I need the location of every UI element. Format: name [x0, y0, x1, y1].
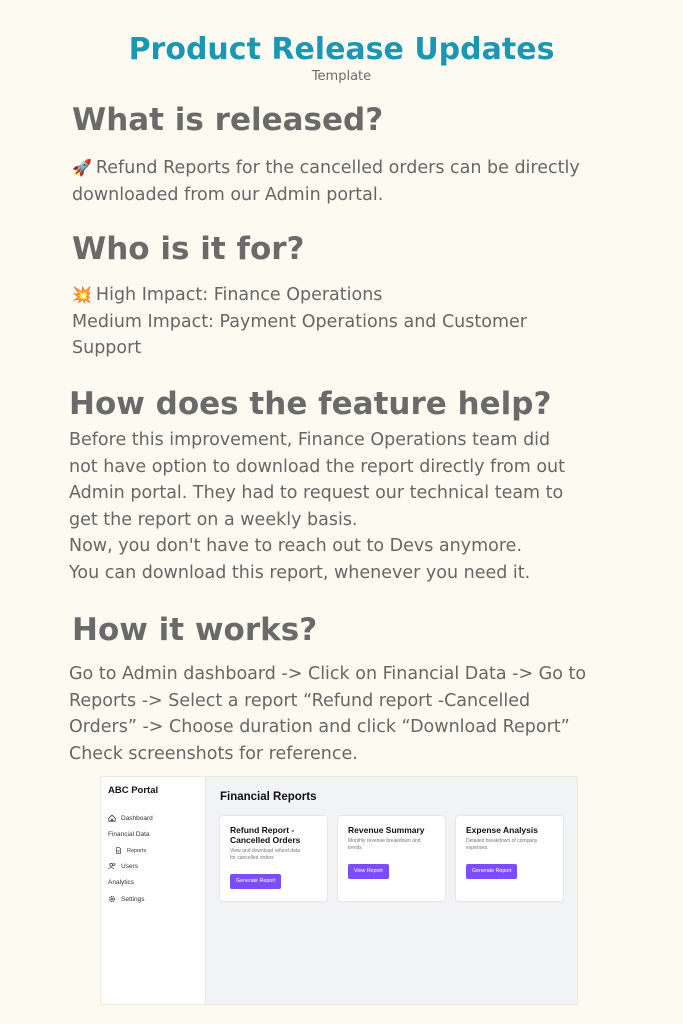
- page-subtitle: Template: [311, 69, 372, 84]
- benefit-line-3: Admin portal. They had to request our technical team to: [69, 483, 564, 503]
- benefit-line-2: not have option to download the report directly from out: [69, 456, 565, 477]
- benefit-line-5: Now, you don't have to reach out to Devs anymore.: [69, 536, 523, 556]
- card-description: View and download refund data for cancelled orders: [230, 848, 300, 861]
- home-icon: [108, 814, 116, 822]
- portal-sidebar: [101, 777, 206, 1004]
- card-title: Refund Report - Cancelled Orders: [230, 825, 301, 845]
- generate-report-button[interactable]: Generate Report: [466, 864, 517, 879]
- collision-icon: 💥: [72, 285, 92, 304]
- report-card-revenue: [338, 816, 445, 901]
- nav-financial-data[interactable]: Financial Data: [108, 831, 150, 838]
- audience-heading: Who is it for?: [72, 231, 305, 267]
- released-text: [72, 155, 632, 208]
- gear-icon: [108, 895, 116, 903]
- how-line-1: Go to Admin dashboard -> Click on Financial Data -> Go to: [69, 664, 587, 684]
- how-text: [69, 661, 629, 767]
- how-line-2: Reports -> Select a report “Refund report -Cancelled: [69, 690, 531, 711]
- card-title: Expense Analysis: [466, 825, 538, 835]
- how-line-4: Check screenshots for reference.: [69, 743, 358, 764]
- page-title: Product Release Updates: [128, 32, 555, 67]
- document-icon: [115, 847, 122, 854]
- nav-users[interactable]: Users: [108, 862, 138, 870]
- benefit-heading: How does the feature help?: [69, 386, 552, 422]
- portal-screenshot: [101, 777, 577, 1004]
- nav-dashboard[interactable]: Dashboard: [108, 814, 153, 822]
- how-heading: How it works?: [72, 612, 318, 648]
- portal-brand: ABC Portal: [108, 785, 159, 796]
- audience-line-1: 💥 High Impact: Finance Operations: [72, 285, 383, 305]
- users-icon: [108, 862, 116, 870]
- audience-line-3: Support: [72, 338, 142, 358]
- nav-settings[interactable]: Settings: [108, 895, 145, 903]
- financial-reports-title: Financial Reports: [220, 791, 317, 803]
- released-heading: What is released?: [72, 102, 384, 138]
- released-line-2: downloaded from our Admin portal.: [72, 184, 384, 205]
- released-line-1: 🚀 Refund Reports for the cancelled orders can be directly: [72, 158, 580, 178]
- benefit-line-6: You can download this report, whenever you need it.: [69, 562, 531, 583]
- generate-report-button[interactable]: Generate Report: [230, 874, 281, 889]
- benefit-line-4: get the report on a weekly basis.: [69, 509, 358, 530]
- view-report-button[interactable]: View Report: [348, 864, 389, 879]
- card-description: Detailed breakdown of company expenses: [466, 838, 538, 851]
- benefit-text: [69, 427, 629, 586]
- nav-analytics[interactable]: Analytics: [108, 879, 135, 886]
- how-line-3: Orders” -> Choose duration and click “Download Report”: [69, 717, 570, 737]
- rocket-icon: 🚀: [72, 158, 92, 177]
- report-card-expense: [456, 816, 563, 901]
- nav-reports[interactable]: Reports: [115, 847, 146, 854]
- audience-text: [72, 282, 632, 362]
- card-description: Monthly revenue breakdown and trends: [348, 838, 421, 851]
- audience-line-2: Medium Impact: Payment Operations and Customer: [72, 311, 527, 332]
- report-card-refund: [220, 816, 327, 901]
- benefit-line-1: Before this improvement, Finance Operations team did: [69, 430, 551, 450]
- card-title: Revenue Summary: [348, 825, 425, 835]
